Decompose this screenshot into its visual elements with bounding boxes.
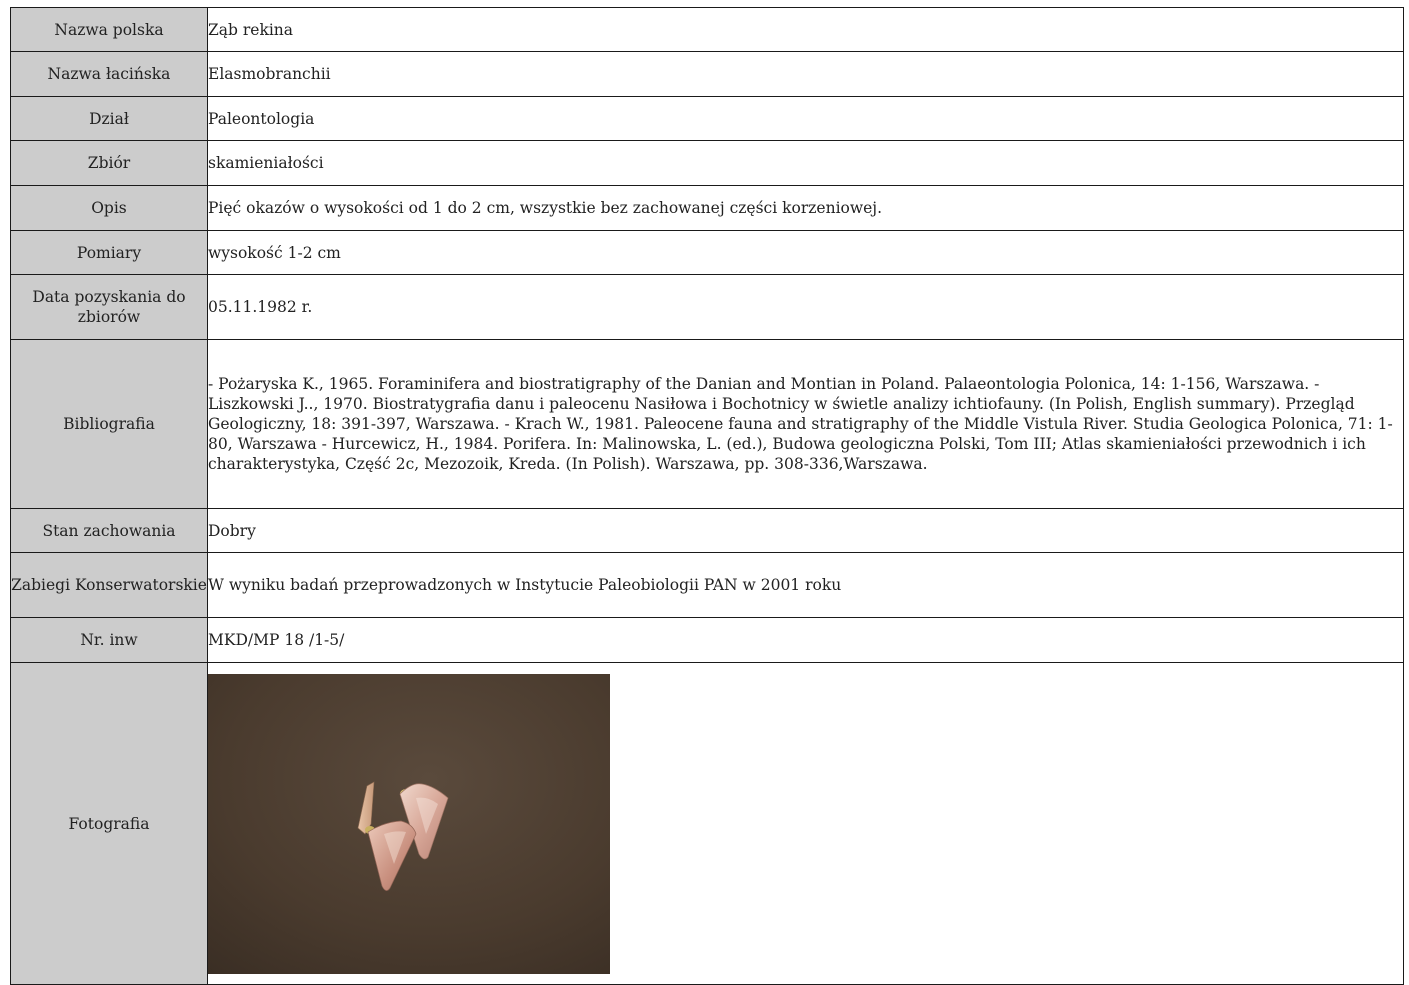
row-condition [11, 509, 1404, 553]
conservation-value: W wyniku badań przeprowadzonych w Instytucie Paleobiologii PAN w 2001 roku [208, 553, 1404, 618]
row-polish-name [11, 8, 1404, 52]
department-label: Dział [11, 97, 208, 141]
inventory-number-value: MKD/MP 18 /1-5/ [208, 618, 1404, 663]
row-latin-name [11, 52, 1404, 97]
measurements-label: Pomiary [11, 231, 208, 275]
row-inventory-number [11, 618, 1404, 663]
row-department [11, 97, 1404, 141]
photograph-label: Fotografia [11, 663, 208, 985]
description-label: Opis [11, 186, 208, 231]
condition-value: Dobry [208, 509, 1404, 553]
collection-value: skamieniałości [208, 141, 1404, 186]
conservation-label: Zabiegi Konserwatorskie [11, 553, 208, 618]
condition-label: Stan zachowania [11, 509, 208, 553]
shark-teeth-photo[interactable] [208, 674, 610, 974]
specimen-record-table [10, 7, 1404, 985]
row-conservation [11, 553, 1404, 618]
row-photograph [11, 663, 1404, 985]
row-bibliography [11, 340, 1404, 509]
inventory-number-label: Nr. inw [11, 618, 208, 663]
measurements-value: wysokość 1-2 cm [208, 231, 1404, 275]
acquisition-date-label: Data pozyskania do zbiorów [11, 275, 208, 340]
acquisition-date-value: 05.11.1982 r. [208, 275, 1404, 340]
bibliography-value: - Pożaryska K., 1965. Foraminifera and biostratigraphy of the Danian and Montian in Poland. Palaeontologia Polonica, 14: 1-156, Warszawa. -Liszkowski J.., 1970. Biostratygrafia danu i paleocenu Nasiłowa i Bochotnicy w świetle analizy ichtiofauny. (In Polish, English summary). Przegląd Geologiczny, 18: 391-397, Warszawa. - Krach W., 1981. Paleocene fauna and stratigraphy of the Middle Vistula River. Studia Geologica Polonica, 71: 1-80, Warszawa - Hurcewicz, H., 1984. Porifera. In: Malinowska, L. (ed.), Budowa geologiczna Polski, Tom III; Atlas skamieniałości przewodnich i ich charakterystyka, Część 2c, Mezozoik, Kreda. (In Polish). Warszawa, pp. 308-336,Warszawa. [208, 340, 1404, 509]
description-value: Pięć okazów o wysokości od 1 do 2 cm, wszystkie bez zachowanej części korzeniowej. [208, 186, 1404, 231]
polish-name-value: Ząb rekina [208, 8, 1404, 52]
row-collection [11, 141, 1404, 186]
latin-name-value: Elasmobranchii [208, 52, 1404, 97]
department-value: Paleontologia [208, 97, 1404, 141]
row-description [11, 186, 1404, 231]
latin-name-label: Nazwa łacińska [11, 52, 208, 97]
row-acquisition-date [11, 275, 1404, 340]
polish-name-label: Nazwa polska [11, 8, 208, 52]
row-measurements [11, 231, 1404, 275]
photograph-cell [208, 663, 1404, 985]
collection-label: Zbiór [11, 141, 208, 186]
bibliography-label: Bibliografia [11, 340, 208, 509]
